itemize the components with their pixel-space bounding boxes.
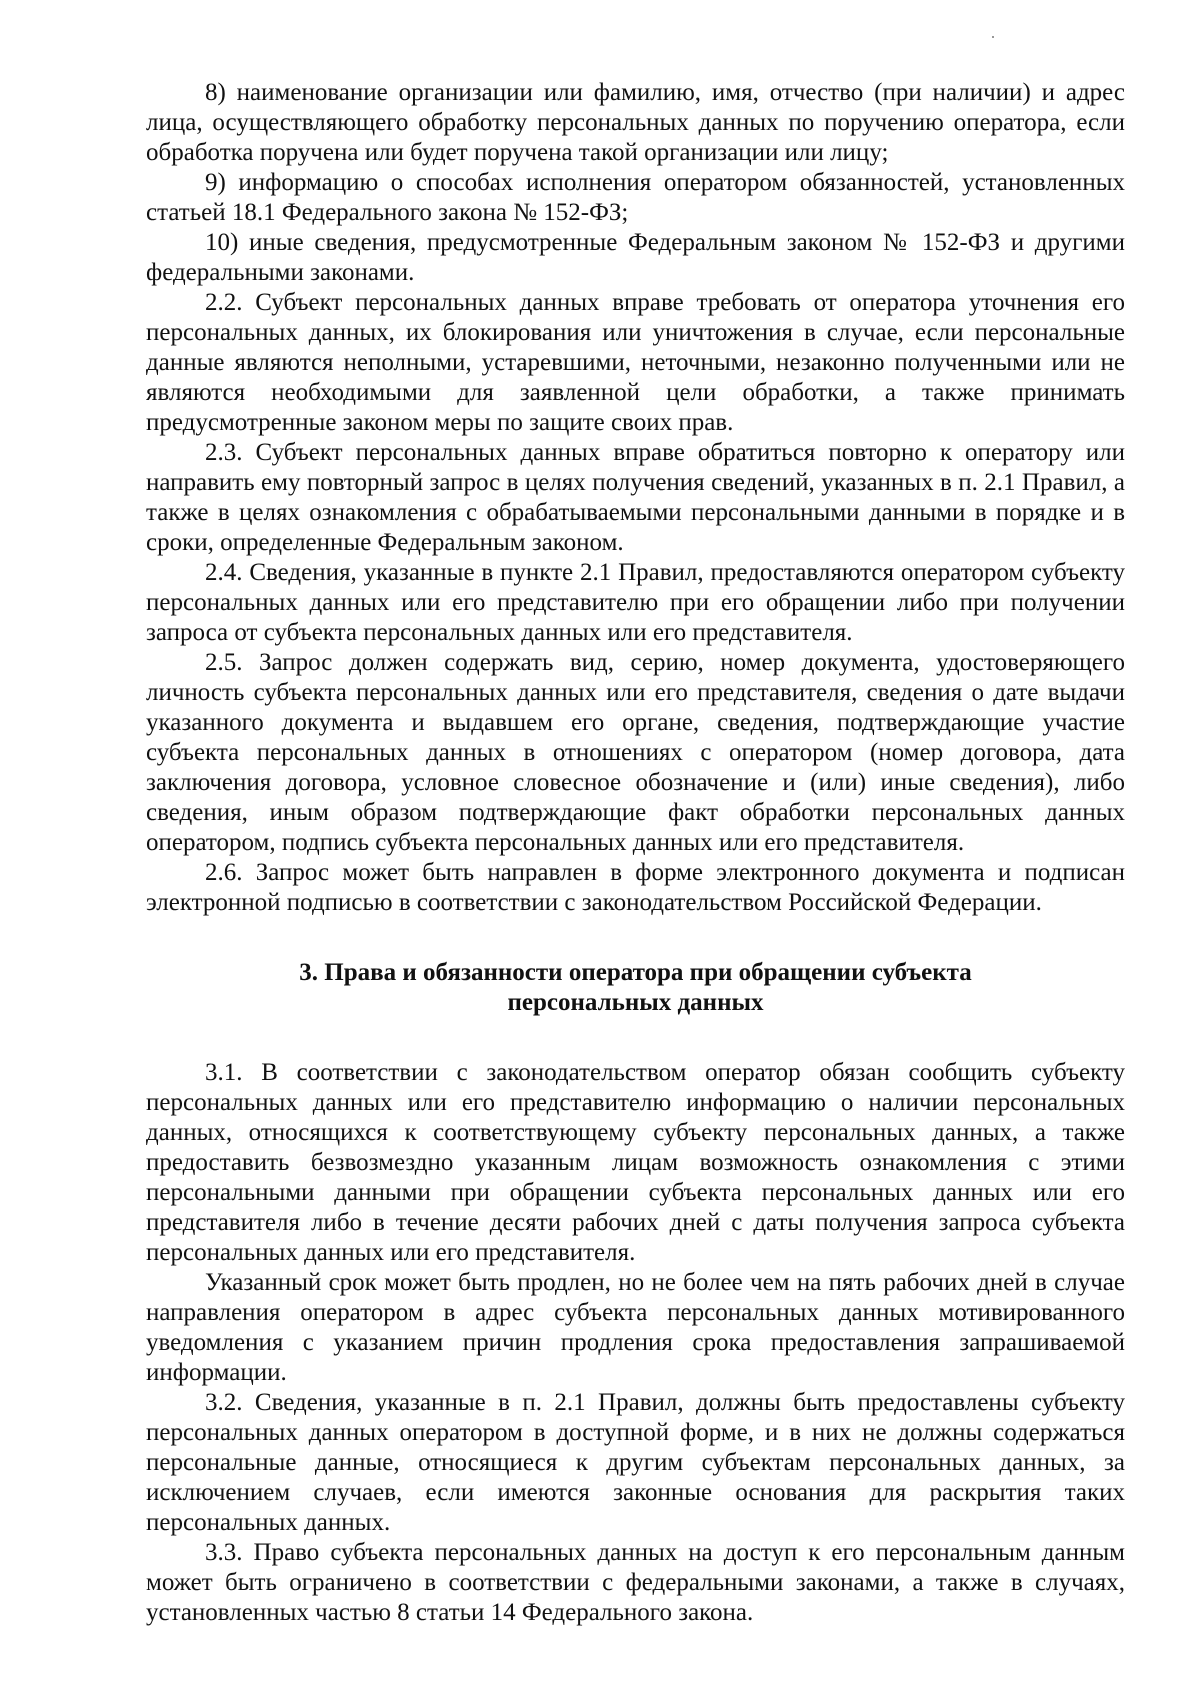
paragraph-3-1: 3.1. В соответствии с законодательством оператор обязан сообщить субъекту персональных данных или его представителю информацию о наличии персональных данных, относящихся к соответствующему субъекту персональных данных, а также предоставить безвозмездно указанным лицам возможность ознакомления с этими персональными данными при обращении субъекта персональных данных или его представителя либо в течение десяти рабочих дней с даты получения запроса субъекта персональных данных или его представителя.	[146, 1059, 1125, 1266]
paragraph-3-3: 3.3. Право субъекта персональных данных на доступ к его персональным данным может быть ограничено в соответствии с федеральными законами, а также в случаях, установленных частью 8 статьи 14 Федерального закона.	[146, 1539, 1125, 1626]
paragraph-2-6: 2.6. Запрос может быть направлен в форме электронного документа и подписан электронной подписью в соответствии с законодательством Российской Федерации.	[146, 859, 1125, 916]
section-3-heading-line-1: 3. Права и обязанности оператора при обращении субъекта	[299, 959, 972, 986]
paragraph-item-8: 8) наименование организации или фамилию, имя, отчество (при наличии) и адрес лица, осуществляющего обработку персональных данных по поручению оператора, если обработка поручена или будет поручена такой организации или лицу;	[146, 79, 1125, 166]
paragraph-2-2: 2.2. Субъект персональных данных вправе требовать от оператора уточнения его персональных данных, их блокирования или уничтожения в случае, если персональные данные являются неполными, устаревшими, неточными, незаконно полученными или не являются необходимыми для заявленной цели обработки, а также принимать предусмотренные законом меры по защите своих прав.	[146, 289, 1125, 436]
paragraph-2-5: 2.5. Запрос должен содержать вид, серию, номер документа, удостоверяющего личность субъекта персональных данных или его представителя, сведения о дате выдачи указанного документа и выдавшем его органе, сведения, подтверждающие участие субъекта персональных данных в отношениях с оператором (номер договора, дата заключения договора, условное словесное обозначение и (или) иные сведения), либо сведения, иным образом подтверждающие факт обработки персональных данных оператором, подпись субъекта персональных данных или его представителя.	[146, 649, 1125, 856]
paragraph-2-3: 2.3. Субъект персональных данных вправе обратиться повторно к оператору или направить ему повторный запрос в целях получения сведений, указанных в п. 2.1 Правил, а также в целях ознакомления с обрабатываемыми персональными данными в порядке и в сроки, определенные Федеральным законом.	[146, 439, 1125, 556]
scan-speck	[992, 36, 994, 38]
paragraph-3-2: 3.2. Сведения, указанные в п. 2.1 Правил, должны быть предоставлены субъекту персональных данных оператором в доступной форме, и в них не должны содержаться персональные данные, относящиеся к другим субъектам персональных данных, за исключением случаев, если имеются законные основания для раскрытия таких персональных данных.	[146, 1389, 1125, 1536]
paragraph-item-9: 9) информацию о способах исполнения оператором обязанностей, установленных статьей 18.1 Федерального закона № 152-ФЗ;	[146, 169, 1125, 226]
section-3-heading	[146, 958, 1125, 1018]
section-3-heading-line-2: персональных данных	[507, 989, 764, 1016]
paragraph-2-4: 2.4. Сведения, указанные в пункте 2.1 Правил, предоставляются оператором субъекту персональных данных или его представителю при его обращении либо при получении запроса от субъекта персональных данных или его представителя.	[146, 559, 1125, 646]
paragraph-3-1-continued: Указанный срок может быть продлен, но не более чем на пять рабочих дней в случае направления оператором в адрес субъекта персональных данных мотивированного уведомления с указанием причин продления срока предоставления запрашиваемой информации.	[146, 1269, 1125, 1386]
paragraph-item-10: 10) иные сведения, предусмотренные Федеральным законом № 152-ФЗ и другими федеральными законами.	[146, 229, 1125, 286]
document-body	[146, 78, 1125, 1628]
